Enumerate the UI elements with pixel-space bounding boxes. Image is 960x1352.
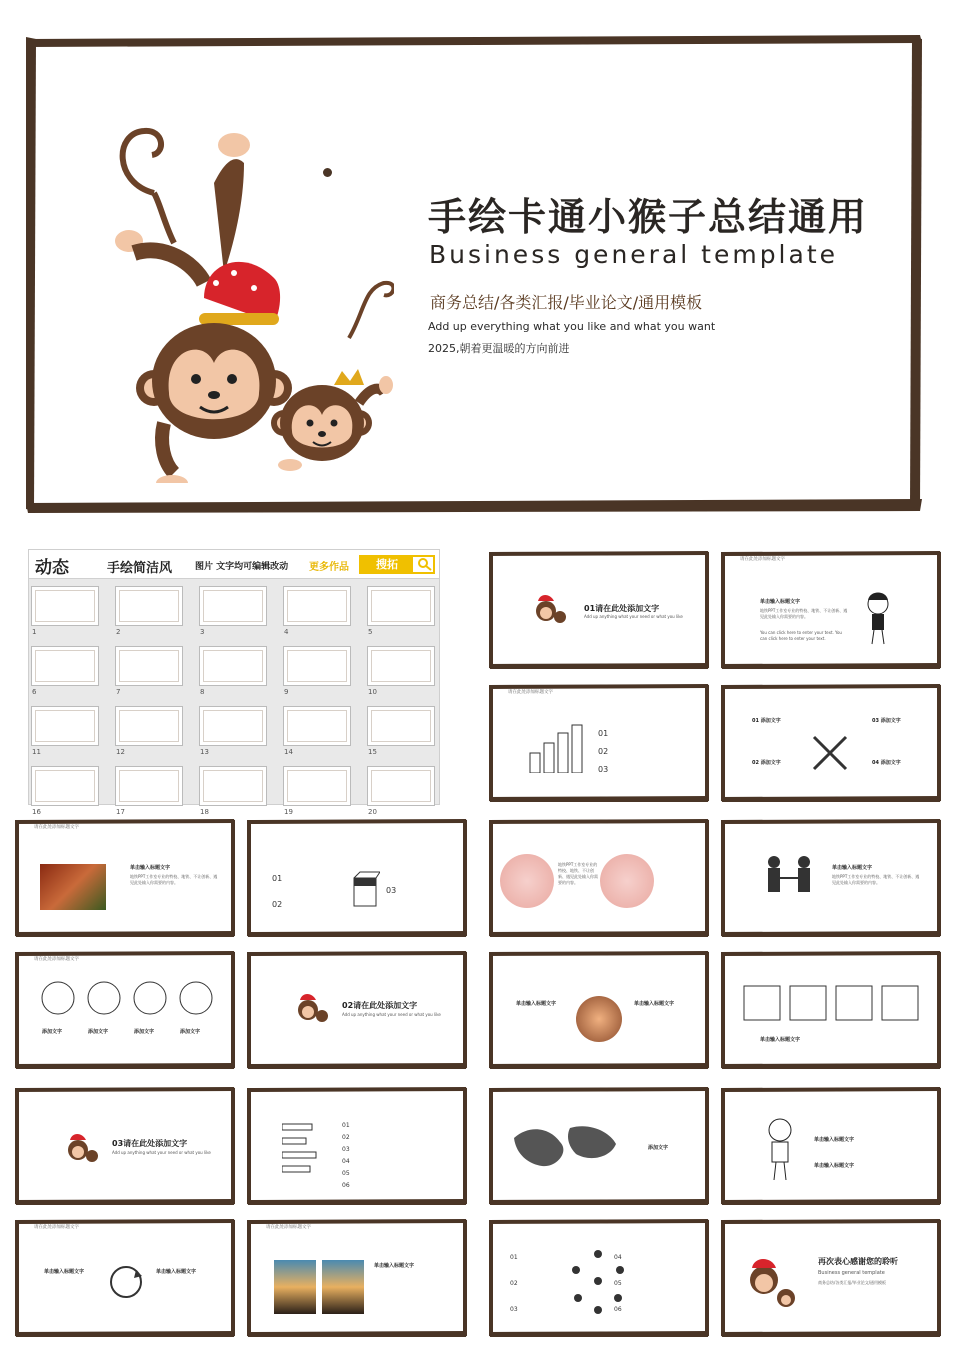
click-title-right: 单击输入标题文字 — [156, 1269, 197, 1275]
globe-sketches — [28, 978, 228, 1018]
monkey-icon — [528, 585, 568, 625]
monkeys-small-illustration — [740, 1244, 800, 1314]
card-frame — [488, 683, 710, 803]
hero-english-line: Add up everything what you like and what you want — [428, 320, 716, 333]
thanks-tagline: 商务总结/各类汇报/毕业论文/通用模板 — [818, 1280, 887, 1285]
slide-card-cycle[interactable] — [14, 1218, 236, 1338]
thumbnail-number: 16 — [32, 808, 41, 816]
network-icon — [568, 1246, 628, 1316]
num-02: 02 — [510, 1280, 518, 1287]
section-title: 03请在此处添加文字 — [112, 1139, 188, 1148]
more-works-link[interactable]: 更多作品 — [309, 562, 349, 573]
num-06: 06 — [342, 1182, 350, 1189]
num-04: 04 — [614, 1254, 622, 1261]
body-text: 地铁PPT工作室专业的特校、地铁、不让创新、遇见此处输入你需要的内容。 — [832, 874, 920, 885]
slide-card-notes[interactable] — [720, 950, 942, 1070]
add-text-3: 添加文字 — [134, 1029, 155, 1035]
slide-card-plate[interactable] — [488, 950, 710, 1070]
add-label-04: 04 添加文字 — [872, 760, 901, 766]
num-04: 04 — [342, 1158, 350, 1165]
add-text-1: 添加文字 — [42, 1029, 63, 1035]
click-title-left: 单击输入标题文字 — [516, 1001, 557, 1007]
monkey-icon — [290, 984, 330, 1024]
slide-card-boy[interactable] — [720, 1086, 942, 1206]
thumbnail-number: 9 — [284, 688, 289, 696]
slide-thumbnail[interactable] — [367, 646, 435, 686]
num-03: 03 — [510, 1306, 518, 1313]
thumbnail-number: 10 — [368, 688, 377, 696]
slide-header: 请在此处添加标题文字 — [34, 1225, 79, 1230]
body-text: 地铁PPT工作室专业的特校、地铁、不让创新、遇见此处输入你需要的内容。 — [558, 862, 598, 885]
slide-card-thanks[interactable] — [720, 1218, 942, 1338]
slide-card-section-01[interactable] — [488, 550, 710, 670]
click-title: 单击输入标题文字 — [760, 1037, 801, 1043]
thumbnail-number: 17 — [116, 808, 125, 816]
thumbnail-number: 4 — [284, 628, 289, 636]
click-title: 单击输入标题文字 — [130, 865, 171, 871]
slide-thumbnail[interactable] — [367, 586, 435, 626]
click-title: 单击输入标题文字 — [760, 599, 801, 605]
add-text-2: 添加文字 — [88, 1029, 109, 1035]
num-06: 06 — [614, 1306, 622, 1313]
section-title: 02请在此处添加文字 — [342, 1001, 418, 1010]
sky-photo-2 — [322, 1260, 364, 1314]
food-photo — [40, 864, 106, 910]
hero-subtitle: Business general template — [429, 240, 839, 269]
slide-card-network[interactable] — [488, 1218, 710, 1338]
section-note: Add up anything what your need or what you like — [584, 614, 683, 619]
note-sketches — [736, 978, 926, 1028]
thumbnail-number: 19 — [284, 808, 293, 816]
plate-photo — [576, 996, 622, 1042]
slide-thumbnail[interactable] — [199, 766, 267, 806]
slide-card-flowers[interactable] — [488, 818, 710, 938]
num-05: 05 — [342, 1170, 350, 1177]
dot-decoration — [323, 168, 332, 177]
people-sketch-icon — [760, 854, 820, 914]
num-02: 02 — [272, 900, 283, 909]
flower-photo-1 — [500, 854, 554, 908]
num-03: 03 — [598, 765, 609, 774]
click-title-2: 单击输入标题文字 — [814, 1163, 855, 1169]
thanks-subtitle: Business general template — [818, 1270, 885, 1276]
num-01: 01 — [598, 729, 609, 738]
bar-list-sketch — [282, 1120, 322, 1180]
slide-thumbnail[interactable] — [283, 766, 351, 806]
panel-logo: 动态 — [35, 558, 69, 578]
slide-thumbnail[interactable] — [31, 586, 99, 626]
sky-photo-1 — [274, 1260, 316, 1314]
thumbnail-number: 18 — [200, 808, 209, 816]
num-01: 01 — [272, 874, 283, 883]
panel-edit-note: 图片 文字均可编辑改动 — [195, 562, 289, 572]
slide-card-arrows[interactable] — [720, 683, 942, 803]
boy-illustration — [754, 1116, 804, 1186]
slide-card-sky[interactable] — [246, 1218, 468, 1338]
click-title-right: 单击输入标题文字 — [634, 1001, 675, 1007]
num-05: 05 — [614, 1280, 622, 1287]
slide-thumbnail[interactable] — [31, 646, 99, 686]
num-03: 03 — [386, 886, 397, 895]
en-body-text: You can click here to enter your text. You can click here to enter your text. — [760, 630, 842, 641]
search-icon — [417, 557, 433, 571]
click-title: 单击输入标题文字 — [374, 1263, 415, 1269]
slide-card-section-03[interactable] — [14, 1086, 236, 1206]
add-label-01: 01 添加文字 — [752, 718, 781, 724]
slide-card-globes[interactable] — [14, 950, 236, 1070]
hero-year-line: 2025,朝着更温暖的方向前进 — [428, 342, 570, 355]
thanks-title: 再次表心感谢您的聆听 — [818, 1257, 898, 1266]
girl-illustration — [860, 590, 900, 650]
slide-header: 请在此处添加标题文字 — [34, 825, 79, 830]
thumbnail-number: 14 — [284, 748, 293, 756]
add-label-02: 02 添加文字 — [752, 760, 781, 766]
slide-thumbnail[interactable] — [199, 706, 267, 746]
slide-thumbnail[interactable] — [199, 646, 267, 686]
body-text: 地铁PPT工作室专业的特校、地铁、不让创新、遇见此处输入你需要的内容。 — [130, 874, 218, 885]
slide-header: 请在此处添加标题文字 — [266, 1225, 311, 1230]
thumbnail-number: 2 — [116, 628, 121, 636]
click-title: 单击输入标题文字 — [832, 865, 873, 871]
thumbnail-number: 15 — [368, 748, 377, 756]
slide-thumbnail[interactable] — [367, 766, 435, 806]
add-text: 添加文字 — [648, 1145, 669, 1151]
num-01: 01 — [342, 1122, 350, 1129]
panel-toolbar — [29, 550, 439, 579]
slide-thumbnail[interactable] — [283, 706, 351, 746]
thumbnail-number: 5 — [368, 628, 373, 636]
arrows-icon — [810, 733, 850, 773]
slide-card-bars[interactable] — [488, 683, 710, 803]
slide-card-section-02[interactable] — [246, 950, 468, 1070]
num-01: 01 — [510, 1254, 518, 1261]
section-note: Add up anything what your need or what you like — [342, 1012, 441, 1017]
thumbnail-number: 20 — [368, 808, 377, 816]
monkey-icon — [60, 1124, 100, 1164]
hero-title: 手绘卡通小猴子总结通用 — [428, 195, 869, 239]
slide-thumbnail[interactable] — [31, 706, 99, 746]
hero-slide — [24, 33, 924, 515]
slide-thumbnail[interactable] — [115, 646, 183, 686]
slide-header: 请在此处添加标题文字 — [508, 690, 553, 695]
monkeys-illustration — [94, 123, 394, 483]
slide-card-map[interactable] — [488, 1086, 710, 1206]
click-title-left: 单击输入标题文字 — [44, 1269, 85, 1275]
thumbnail-panel — [28, 549, 440, 816]
thumbnail-number: 8 — [200, 688, 205, 696]
slide-card-list[interactable] — [246, 1086, 468, 1206]
slide-thumbnail[interactable] — [31, 766, 99, 806]
recycle-icon — [106, 1262, 146, 1302]
bar-sketch-icon — [526, 723, 586, 773]
slide-header: 请在此处添加标题文字 — [740, 557, 785, 562]
thumbnail-number: 7 — [116, 688, 121, 696]
slide-thumbnail[interactable] — [115, 706, 183, 746]
slide-thumbnail[interactable] — [367, 706, 435, 746]
search-button[interactable]: 搜拓 — [361, 557, 413, 572]
flower-photo-2 — [600, 854, 654, 908]
slide-thumbnail[interactable] — [283, 646, 351, 686]
add-text-4: 添加文字 — [180, 1029, 201, 1035]
hero-tagline: 商务总结/各类汇报/毕业论文/通用模板 — [430, 293, 703, 312]
world-map-sketch — [510, 1118, 620, 1178]
num-03: 03 — [342, 1146, 350, 1153]
section-note: Add up anything what your need or what you like — [112, 1150, 211, 1155]
panel-style-label: 手绘简洁风 — [107, 561, 173, 576]
thumbnail-number: 13 — [200, 748, 209, 756]
thumbnail-number: 12 — [116, 748, 125, 756]
slide-thumbnail[interactable] — [115, 766, 183, 806]
add-label-03: 03 添加文字 — [872, 718, 901, 724]
slide-card-cube[interactable] — [246, 818, 468, 938]
slide-header: 请在此处添加标题文字 — [34, 957, 79, 962]
cube-sketch-icon — [350, 868, 380, 908]
body-text: 地铁PPT工作室专业的特校、地铁、不让创新、遇见此处输入你需要的内容。 — [760, 608, 848, 619]
num-02: 02 — [342, 1134, 350, 1141]
slide-card-girl[interactable] — [720, 550, 942, 670]
thumbnail-number: 6 — [32, 688, 37, 696]
thumbnail-number: 11 — [32, 748, 41, 756]
slide-thumbnail[interactable] — [115, 586, 183, 626]
slide-thumbnail[interactable] — [283, 586, 351, 626]
card-frame — [246, 1086, 468, 1206]
search-box[interactable] — [359, 555, 435, 574]
slide-card-food[interactable] — [14, 818, 236, 938]
slide-card-people[interactable] — [720, 818, 942, 938]
thumbnail-number: 3 — [200, 628, 205, 636]
click-title-1: 单击输入标题文字 — [814, 1137, 855, 1143]
num-02: 02 — [598, 747, 609, 756]
thumbnail-number: 1 — [32, 628, 37, 636]
slide-thumbnail[interactable] — [199, 586, 267, 626]
section-title: 01请在此处添加文字 — [584, 604, 660, 613]
